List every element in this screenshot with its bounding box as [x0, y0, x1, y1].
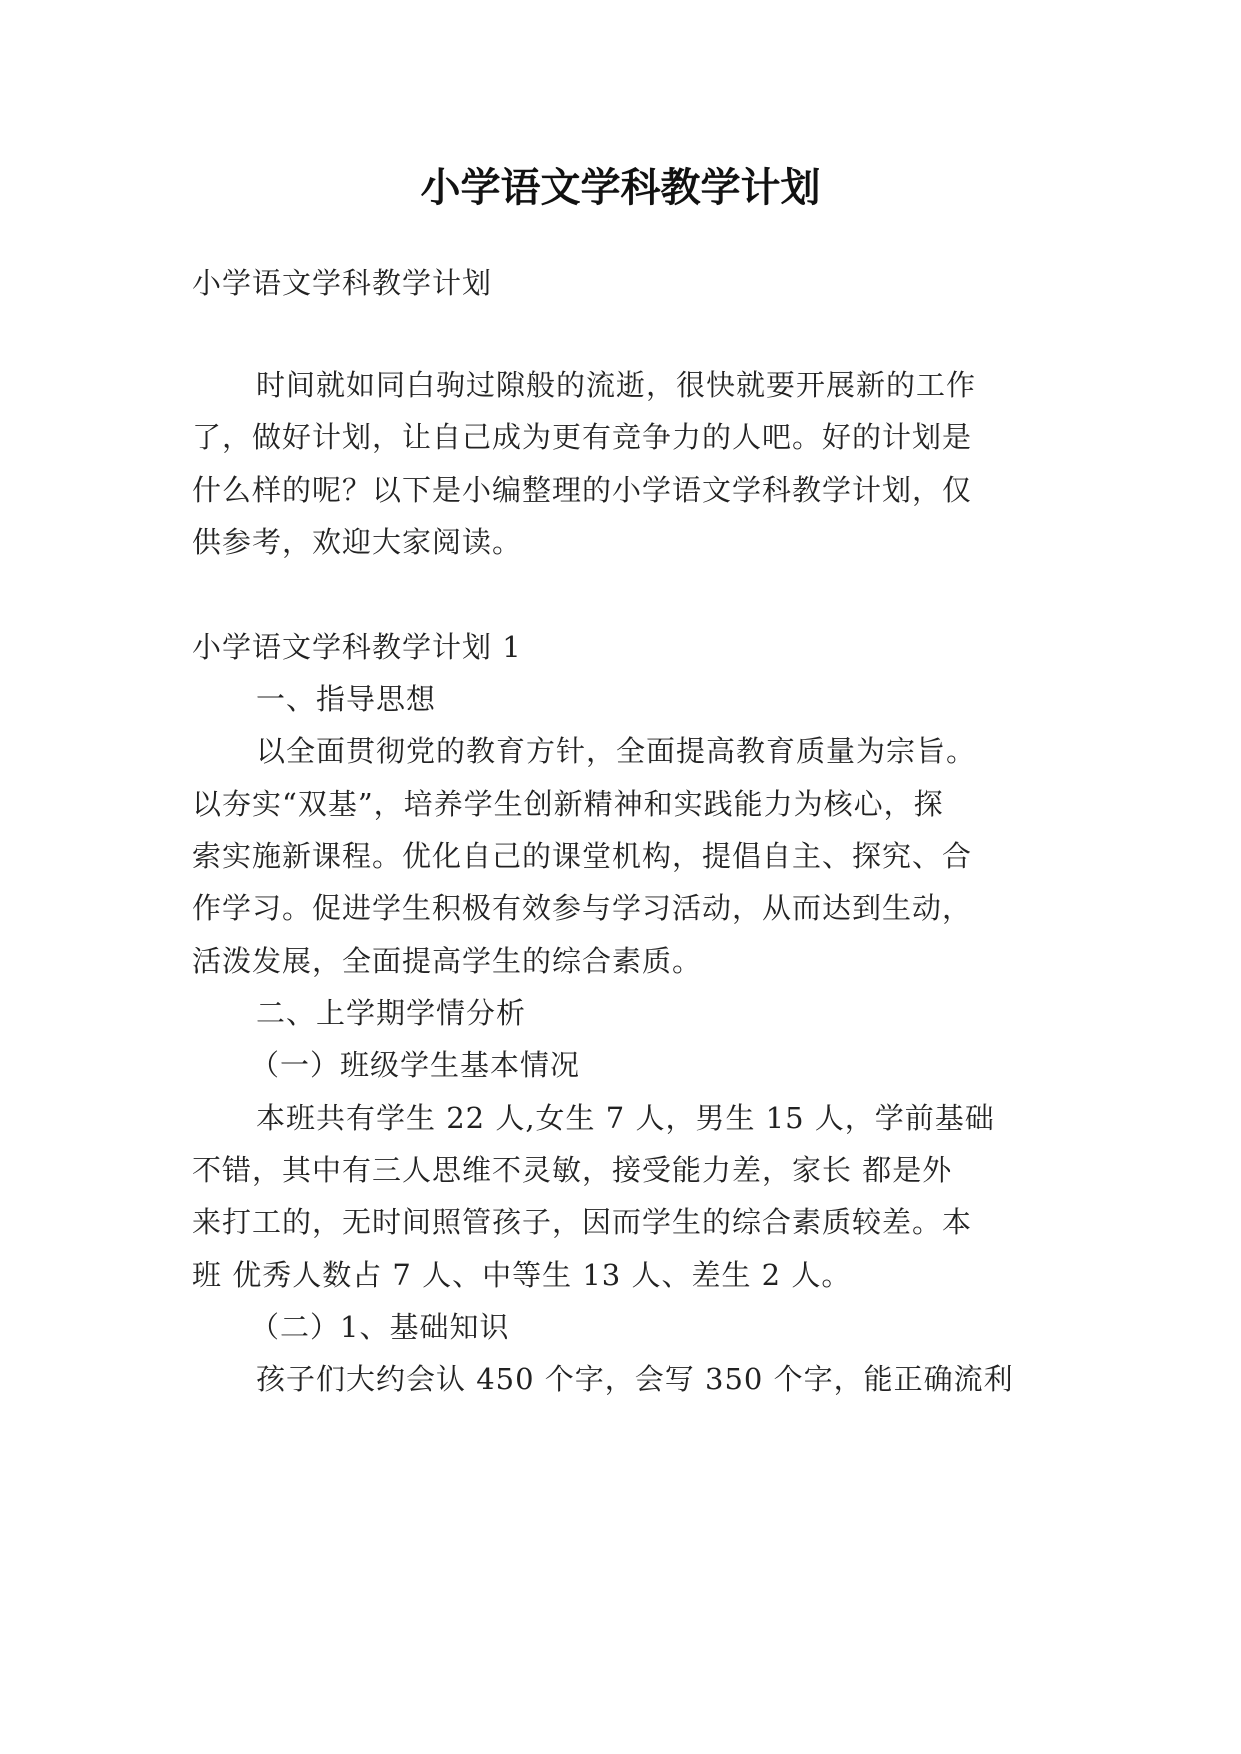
body-line: 来打工的，无时间照管孩子，因而学生的综合素质较差。本: [192, 1205, 973, 1239]
subheading-basic-knowledge: （二）1、基础知识: [250, 1310, 510, 1344]
intro-line-1: 时间就如同白驹过隙般的流逝，很快就要开展新的工作: [256, 368, 977, 402]
body-line: 以夯实“双基”，培养学生创新精神和实践能力为核心，探: [192, 787, 944, 821]
body-line: 索实施新课程。优化自己的课堂机构，提倡自主、探究、合: [192, 839, 973, 873]
intro-line-2: 了，做好计划，让自己成为更有竞争力的人吧。好的计划是: [192, 420, 973, 454]
intro-line-4: 供参考，欢迎大家阅读。: [192, 525, 523, 559]
section-heading: 小学语文学科教学计划 1: [192, 630, 522, 664]
body-line: 不错，其中有三人思维不灵敏，接受能力差，家长 都是外: [192, 1153, 953, 1187]
body-line: 活泼发展，全面提高学生的综合素质。: [192, 944, 703, 978]
subtitle-line: 小学语文学科教学计划: [192, 266, 493, 300]
body-line: 班 优秀人数占 7 人、中等生 13 人、差生 2 人。: [192, 1258, 852, 1292]
body-line: 以全面贯彻党的教育方针，全面提高教育质量为宗旨。: [256, 734, 977, 768]
heading-guiding-thought: 一、指导思想: [256, 682, 437, 716]
body-line: 本班共有学生 22 人,女生 7 人，男生 15 人，学前基础: [256, 1101, 995, 1135]
intro-line-3: 什么样的呢？以下是小编整理的小学语文学科教学计划，仅: [192, 473, 973, 507]
heading-analysis: 二、上学期学情分析: [256, 996, 527, 1030]
page-title: 小学语文学科教学计划: [420, 164, 821, 211]
body-line: 作学习。促进学生积极有效参与学习活动，从而达到生动，: [192, 891, 973, 925]
body-line: 孩子们大约会认 450 个字，会写 350 个字，能正确流利: [256, 1362, 1014, 1396]
subheading-class-situation: （一）班级学生基本情况: [250, 1048, 581, 1082]
